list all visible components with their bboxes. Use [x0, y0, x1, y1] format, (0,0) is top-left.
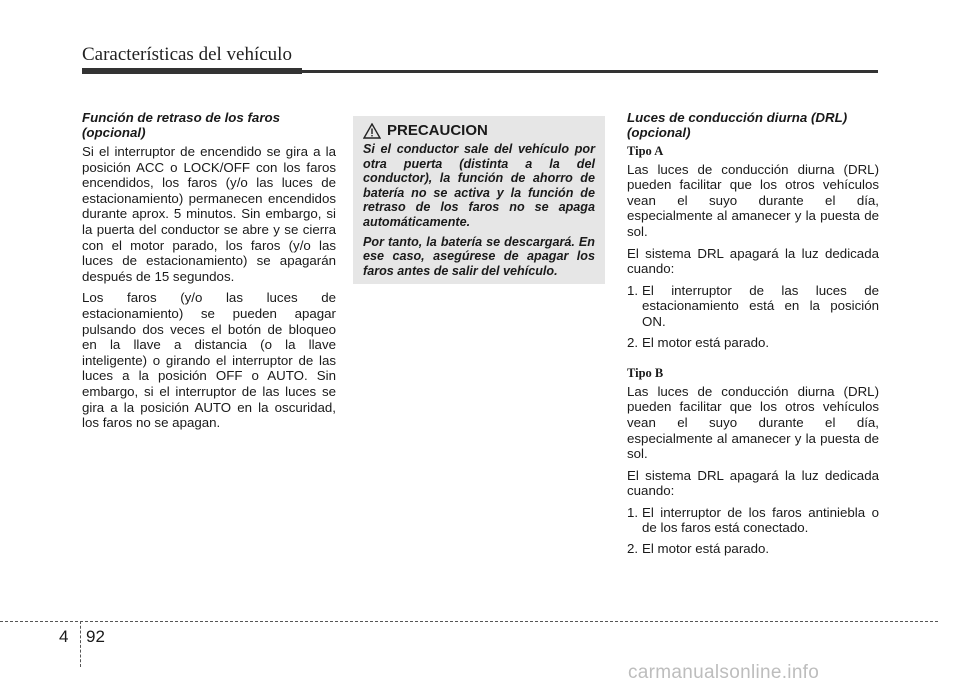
list-item: [627, 541, 879, 557]
watermark-text: carmanualsonline.info: [628, 662, 820, 683]
caution-title: PRECAUCION: [387, 122, 488, 139]
warning-triangle-icon: [363, 123, 381, 139]
right-column: [627, 110, 879, 563]
list-number: 1.: [627, 282, 639, 298]
body-paragraph: El sistema DRL apagará la luz dedicada cuando:: [627, 467, 879, 499]
list-text: El motor está parado.: [642, 334, 770, 350]
list-text: El interruptor de las luces de estacionamiento está en la posición ON.: [642, 282, 879, 329]
list-item: [627, 335, 879, 351]
header-title: Características del vehículo: [82, 44, 292, 65]
body-paragraph: El sistema DRL apagará la luz dedicada cuando:: [627, 245, 879, 277]
body-paragraph: Los faros (y/o las luces de estacionamiento) se pueden apagar pulsando dos veces el botón de bloqueo en la llave a distancia (o la llave inteligente) o girando el interruptor de las luces a la posición OFF o AUTO. Sin embargo, si el interruptor de las luces se gira a la posición AUTO en la oscuridad, los faros no se apagan.: [82, 290, 336, 431]
header-rule-accent: [82, 68, 302, 74]
footer-dashed-divider: [80, 621, 81, 667]
section-number: 4: [59, 627, 69, 646]
left-column: [82, 110, 336, 437]
footer-dashed-rule: [0, 621, 938, 622]
list-item: [627, 505, 879, 536]
list-number: 1.: [627, 504, 639, 520]
list-number: 2.: [627, 541, 639, 557]
tipo-a-list: [627, 283, 879, 350]
body-paragraph: Las luces de conducción diurna (DRL) pueden facilitar que los otros vehículos vean el suyo durante el día, especialmente al amanecer y la puesta de sol.: [627, 383, 879, 462]
body-paragraph: Las luces de conducción diurna (DRL) pueden facilitar que los otros vehículos vean el suyo durante el día, especialmente al amanecer y la puesta de sol.: [627, 161, 879, 239]
section-heading-drl: Luces de conducción diurna (DRL) (opcional): [627, 110, 848, 140]
caution-paragraph: Si el conductor sale del vehículo por otra puerta (distinta a la del conductor), la función de ahorro de batería no se activa y la función de retraso de los faros no se apaga automáticamente.: [363, 142, 595, 229]
caution-header: [363, 122, 595, 139]
section-heading-headlight-delay: Función de retraso de los faros (opcional): [82, 110, 281, 140]
list-item: [627, 283, 879, 330]
caution-paragraph: Por tanto, la batería se descargará. En ese caso, asegúrese de apagar los faros antes de salir del vehículo.: [363, 234, 595, 278]
body-paragraph: Si el interruptor de encendido se gira a la posición ACC o LOCK/OFF con los faros encendidos, los faros (y/o las luces de estacionamiento) permanecen encendidos durante aprox. 5 minutos. Sin embargo, si la puerta del conductor se abre y se cierra con el motor parado, los faros (y/o las luces de estacionamiento) se apagarán después de 15 segundos.: [82, 144, 336, 284]
caution-box: [353, 116, 605, 284]
tipo-b-list: [627, 505, 879, 557]
tipo-a-label: Tipo A: [627, 144, 664, 158]
list-number: 2.: [627, 334, 639, 350]
page-number: 92: [86, 627, 105, 646]
list-text: El interruptor de los faros antiniebla o de los faros está conectado.: [642, 504, 879, 536]
tipo-b-label: Tipo B: [627, 366, 664, 381]
list-text: El motor está parado.: [642, 541, 770, 557]
